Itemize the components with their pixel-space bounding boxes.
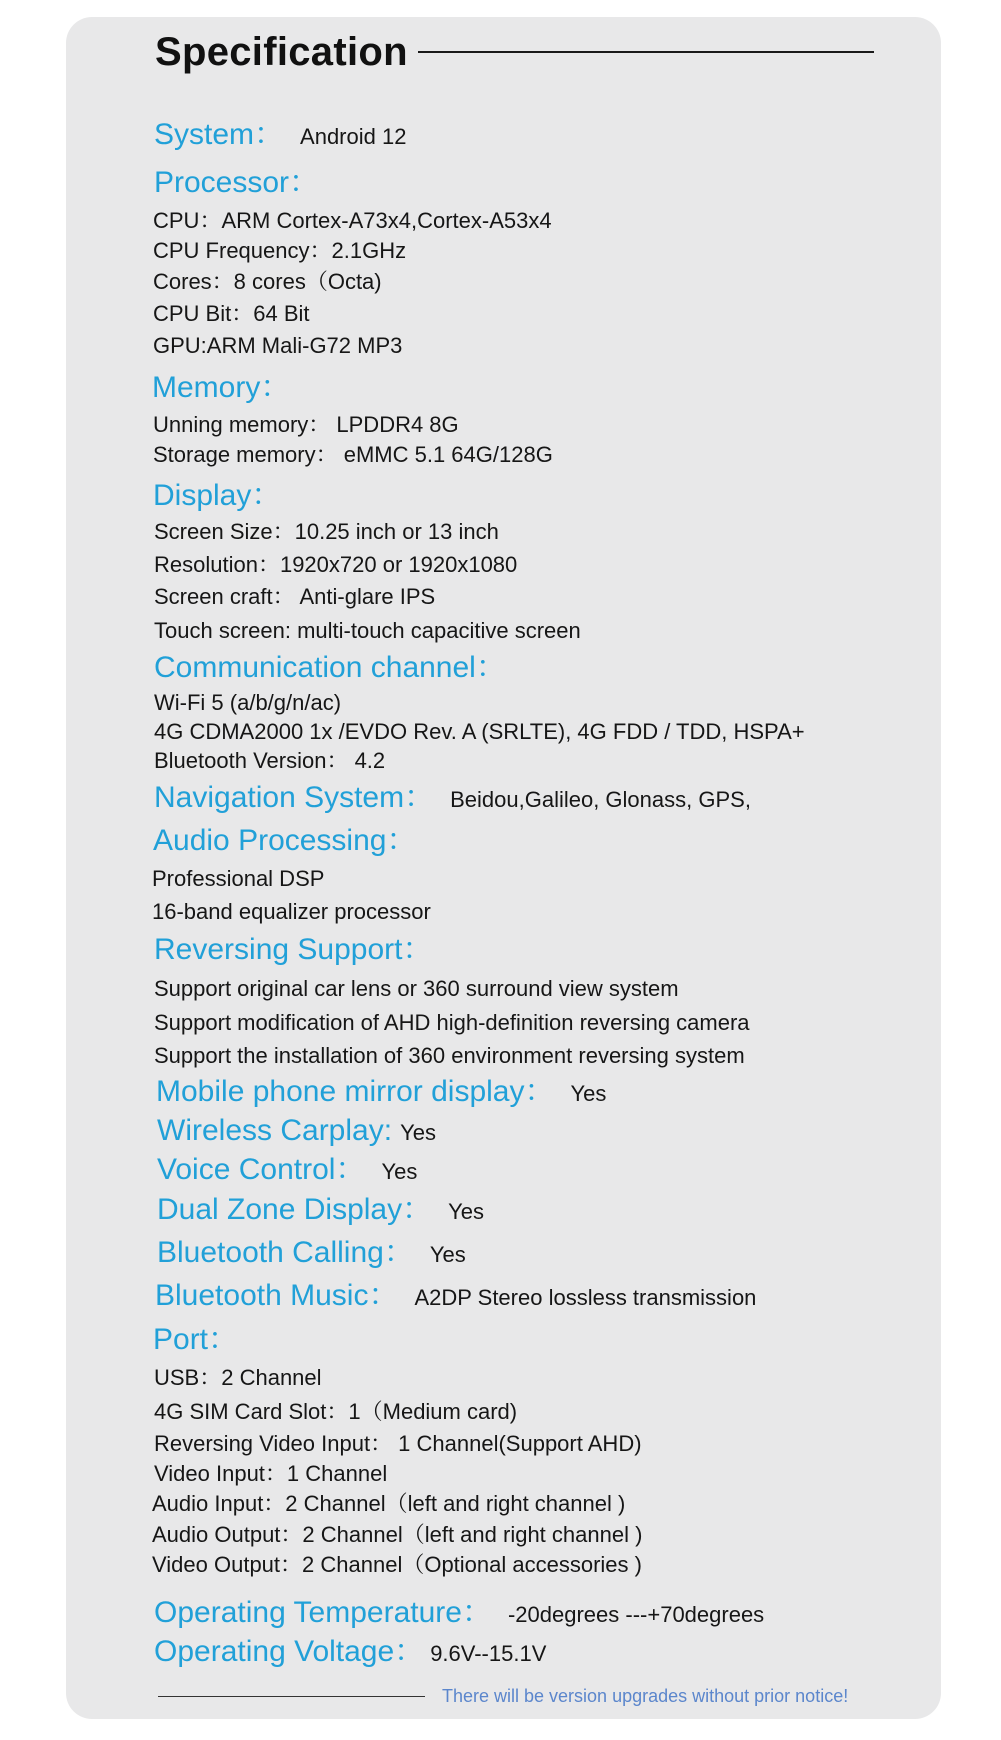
mirror-display-value: Yes [570,1081,607,1106]
port-label: Port： [153,1323,239,1356]
temperature-label: Operating Temperature： [154,1596,492,1629]
processor-line: CPU Frequency：2.1GHz [153,238,407,263]
memory-label: Memory： [152,371,291,404]
display-line: Resolution：1920x720 or 1920x1080 [154,552,518,577]
voltage-row [154,1634,546,1675]
temperature-row [154,1595,764,1636]
processor-label: Processor： [154,166,320,199]
voice-control-label: Voice Control： [157,1153,366,1186]
memory-line: Storage memory： eMMC 5.1 64G/128G [153,442,553,467]
processor-line: Cores：8 cores（Octa) [153,269,382,294]
port-line: Reversing Video Input： 1 Channel(Support AHD) [154,1431,642,1456]
port-line: USB：2 Channel [154,1365,322,1390]
voice-control-row [157,1152,417,1193]
bluetooth-calling-label: Bluetooth Calling： [157,1236,414,1269]
communication-line: 4G CDMA2000 1x /EVDO Rev. A (SRLTE), 4G FDD / TDD, HSPA+ [154,719,805,744]
dual-zone-row [157,1192,484,1233]
system-value: Android 12 [300,124,407,149]
dual-zone-label: Dual Zone Display： [157,1193,433,1226]
display-line: Screen craft： Anti-glare IPS [154,584,436,609]
communication-line: Bluetooth Version： 4.2 [154,748,386,773]
reversing-heading [154,932,432,973]
processor-line: CPU Bit：64 Bit [153,301,310,326]
voice-control-value: Yes [381,1159,418,1184]
temperature-value: -20degrees ---+70degrees [507,1602,765,1627]
reversing-line: Support modification of AHD high-definition reversing camera [154,1010,750,1035]
mirror-display-row [156,1074,606,1115]
port-line: 4G SIM Card Slot：1（Medium card) [154,1399,518,1424]
display-label: Display： [153,479,282,512]
port-line: Audio Output：2 Channel（left and right channel ) [152,1522,643,1547]
port-line: Video Input：1 Channel [154,1461,388,1486]
display-heading [153,478,281,519]
page-title: Specification [155,30,408,74]
mirror-display-label: Mobile phone mirror display： [156,1075,555,1108]
voltage-value: 9.6V--15.1V [430,1641,547,1666]
port-heading [153,1322,238,1363]
memory-heading [152,370,290,411]
bluetooth-calling-row [157,1235,466,1276]
bluetooth-calling-value: Yes [429,1242,466,1267]
reversing-line: Support the installation of 360 environment reversing system [154,1043,745,1068]
display-line: Screen Size：10.25 inch or 13 inch [154,519,499,544]
processor-line: GPU:ARM Mali-G72 MP3 [153,333,403,358]
reversing-label: Reversing Support： [154,933,433,966]
communication-line: Wi-Fi 5 (a/b/g/n/ac) [154,690,342,715]
navigation-label: Navigation System： [154,781,435,814]
audio-label: Audio Processing： [153,824,417,857]
system-row [154,117,406,158]
audio-heading [153,823,416,864]
title-divider [418,51,874,53]
audio-line: Professional DSP [152,866,325,891]
footer-divider [158,1696,425,1697]
communication-label: Communication channel： [154,651,506,684]
memory-line: Unning memory： LPDDR4 8G [153,412,459,437]
bluetooth-music-row [155,1278,756,1319]
port-line: Video Output：2 Channel（Optional accessories ) [152,1552,642,1577]
navigation-row [154,780,751,821]
system-label: System： [154,118,285,151]
wireless-carplay-label: Wireless Carplay: [157,1114,393,1147]
bluetooth-music-label: Bluetooth Music： [155,1279,399,1312]
reversing-line: Support original car lens or 360 surround view system [154,976,679,1001]
bluetooth-music-value: A2DP Stereo lossless transmission [414,1285,757,1310]
voltage-label: Operating Voltage： [154,1635,425,1668]
wireless-carplay-value: Yes [400,1120,436,1145]
processor-line: CPU：ARM Cortex-A73x4,Cortex-A53x4 [153,208,552,233]
port-line: Audio Input：2 Channel（left and right channel ) [152,1491,626,1516]
footer-note: There will be version upgrades without prior notice! [442,1686,849,1706]
audio-line: 16-band equalizer processor [152,899,431,924]
display-line: Touch screen: multi-touch capacitive screen [154,618,581,643]
communication-heading [154,650,506,691]
processor-heading [154,165,319,206]
wireless-carplay-row [157,1113,436,1154]
dual-zone-value: Yes [448,1199,485,1224]
navigation-value: Beidou,Galileo, Glonass, GPS, [450,787,751,812]
